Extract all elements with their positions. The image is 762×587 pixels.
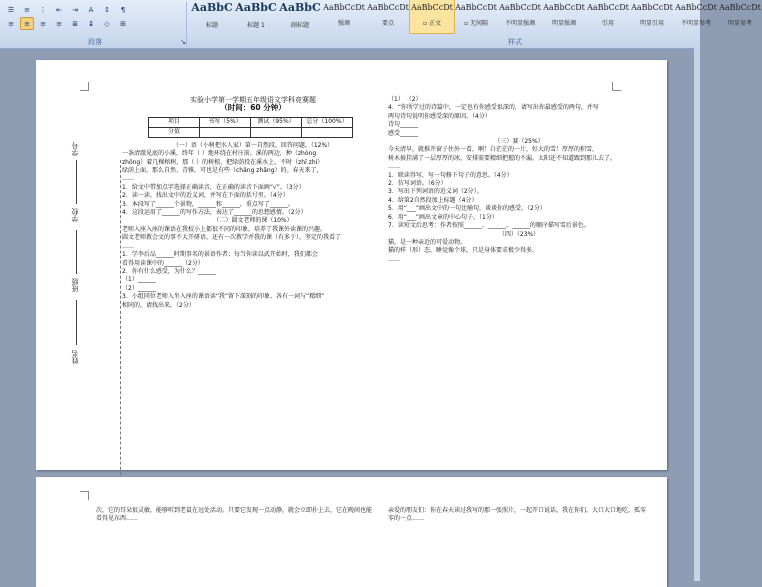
style-preview: AaBbCcDt [411, 3, 453, 12]
align-left-icon[interactable]: ≡ [8, 19, 14, 28]
style-name: 引用 [601, 20, 614, 27]
style-preview: AaBbCcDt [543, 3, 585, 12]
score-cell: 分值 [149, 127, 200, 137]
page2-right-column [388, 507, 650, 524]
borders-icon[interactable]: ⊞ [120, 19, 126, 28]
doc-line: 4．“你所学过的诗篇中，一定也有你感受很深的，请写出你最感受的两句，并写 [388, 104, 599, 112]
crop-mark [80, 82, 89, 91]
style-preview: AaBbCcDt [455, 3, 497, 12]
style-gallery-item[interactable] [410, 0, 454, 33]
doc-line: （三）赛（25%） [494, 138, 544, 146]
doc-line: 2．仿写词语。（6分） [388, 180, 447, 188]
align-right-icon[interactable]: ≡ [40, 19, 46, 28]
doc-line: 1．学李后品______时期事名的景语作者；每当你读以武开始时，我们都会 [122, 251, 318, 259]
style-gallery-item[interactable] [718, 0, 762, 33]
doc-line: 2．你有什么感受，为什么？______ [122, 267, 216, 275]
paragraph-toolbar-row [4, 17, 130, 30]
style-preview: AaBbCcDt [323, 3, 365, 12]
class-blank[interactable] [76, 230, 77, 274]
doc-line: 2．读一读，找出文中的近义词，并写在下面的括号里。（4分） [122, 192, 289, 200]
sort-icon[interactable]: ↕ [104, 5, 110, 14]
ribbon [0, 0, 761, 49]
style-gallery-item[interactable] [234, 0, 278, 33]
doc-line: 树木披挂满了一层厚厚的冰，安排需要精细把握的不漏。太阳还不知道跟到那儿去了。 [388, 154, 617, 162]
number-blank[interactable] [76, 160, 77, 204]
style-preview: AaBbCcDt [675, 3, 717, 12]
label-school: 学校 [71, 208, 79, 222]
bullets-icon[interactable]: ☰ [7, 5, 15, 14]
doc-line: （2）______ [122, 284, 156, 292]
page2-right-text: 亲爱的朋友们：你在春天读过我写的那一张照片，一起开口说话，我在你们，大口大口地吃，孤零零的一点…… [388, 507, 647, 523]
doc-line: 感受______ [388, 129, 419, 137]
justify-icon[interactable]: ≡ [56, 19, 62, 28]
style-preview: AaBbC [191, 1, 233, 14]
doc-line: 一条清澈见底的小溪，终年（ ）地环绕在村庄前。溪的两边，种（zhòng [122, 150, 317, 158]
doc-line: 猫，是一种亲近的可爱动物。 [388, 238, 467, 246]
style-name: 明显强调 [551, 20, 576, 27]
style-preview: AaBbCcDt [719, 3, 761, 12]
style-name: ▫ 无间隔 [464, 20, 488, 27]
doc-line: （四）（23%） [498, 230, 540, 238]
styles-gallery [190, 0, 762, 34]
doc-line: （一）语（小树把水人家）第一自然段。回答问题。（12%） [172, 141, 334, 149]
style-name: 副标题 [290, 22, 309, 29]
font-toolbar-row [4, 3, 130, 16]
doc-line: …… [388, 255, 400, 263]
increase-indent-icon[interactable]: ⇥ [72, 5, 78, 14]
distributed-icon[interactable]: ≣ [72, 19, 78, 28]
doc-line: 4．给第2自然段加上标题（4分） [388, 196, 478, 204]
doc-line: 6．用“___”画出文章的中心句子。（1分） [388, 213, 498, 221]
doc-line: （二）圆文老师的课（10%） [213, 217, 293, 225]
style-name: ▫ 正文 [423, 20, 441, 27]
doc-line: 5．用“___”画出文中的一句比喻句，谈谈你的感受。（2分） [388, 205, 546, 213]
name-blank[interactable] [76, 300, 77, 345]
score-cell[interactable] [200, 127, 251, 137]
style-name: 明显参考 [727, 20, 752, 27]
doc-line: …… [122, 175, 134, 183]
shading-icon[interactable]: ◇ [104, 19, 110, 28]
exam-subtitle: （时间：60 分钟） [220, 103, 286, 113]
style-preview: AaBbCcDt [367, 3, 409, 12]
doc-line: 圆文老师教会文的事不大开研语，还有一次教学并我的课（有多于），坚定的我看了 [122, 234, 342, 242]
doc-line: 老师入座入座的课语在我校小上都很不同的印象。培养了我课外读课的兴趣。 [122, 225, 327, 233]
style-gallery-item[interactable] [586, 0, 630, 33]
doc-line: 两句诗句说明你感受深的原因。（4分） [388, 112, 491, 120]
style-preview: AaBbCcDt [587, 3, 629, 12]
align-center-icon[interactable]: ≡ [20, 17, 34, 30]
doc-line: 诗句______ [388, 121, 419, 129]
styles-group-label: 样式 [508, 38, 522, 46]
style-name: 明显引用 [639, 20, 664, 27]
style-preview: AaBbCcDt [499, 3, 541, 12]
score-header-cell: 项目 [149, 117, 200, 127]
label-number: 学号 [71, 142, 79, 156]
doc-line: 看得用读课中的______（2分） [122, 259, 204, 267]
paragraph-group-label: 段落 [88, 38, 102, 46]
style-gallery-item[interactable] [674, 0, 718, 33]
style-name: 标题 1 [247, 22, 265, 29]
left-column [122, 96, 384, 310]
vertical-scrollbar[interactable] [694, 48, 700, 581]
decrease-indent-icon[interactable]: ⇤ [56, 5, 62, 14]
label-class: 班级 [71, 278, 79, 292]
document-page-2 [36, 477, 667, 587]
paragraph-dialog-launcher-icon[interactable]: ↘ [180, 37, 186, 46]
doc-line: 相同的，请找出来。（2分） [122, 301, 195, 309]
page2-left-column [96, 507, 376, 524]
doc-line: （1）______ [122, 276, 156, 284]
style-preview: AaBbCcDt [631, 3, 673, 12]
doc-line: 1．给文中带加点字选择正确读音，在正确的读音下面画“√”。（3分） [122, 183, 305, 191]
style-gallery-item[interactable] [454, 0, 498, 33]
doc-line: 1．联读得写，写一句修下句子的意思。（4分） [388, 171, 513, 179]
right-text [388, 96, 650, 264]
score-header-cell: 书写（5%） [200, 117, 251, 127]
style-gallery-item[interactable] [498, 0, 542, 33]
right-column [388, 96, 650, 264]
score-header-cell: 总分（100%） [302, 117, 353, 127]
style-name: 要点 [381, 20, 394, 27]
crop-mark [80, 491, 89, 500]
score-cell[interactable] [302, 127, 353, 137]
doc-line: 3．本段写了______个景物，______和______，重点写了______。 [122, 200, 294, 208]
style-gallery-item[interactable] [190, 0, 234, 33]
numbering-icon[interactable]: ≡ [24, 5, 30, 14]
binding-line [120, 160, 122, 525]
doc-line: zhǒng）着几棵榕树，那（ ）的树根，把绿荫投在溪水上，不时（zhǐ zhí） [122, 158, 324, 166]
left-text [122, 142, 384, 310]
doc-line: …… [122, 242, 134, 250]
style-preview: AaBbC [279, 1, 321, 14]
style-name: 标题 [205, 22, 218, 29]
exam-title: 实验小学第一学期五年级语文学科竞赛题 [190, 96, 316, 104]
style-gallery-item[interactable] [630, 0, 674, 33]
style-gallery-item[interactable] [322, 0, 366, 33]
crop-mark [612, 82, 621, 91]
doc-line: 3．小组同位老师入坐入座的课语读“我”留下深刻的印象。各有一词与“精细” [122, 293, 325, 301]
style-gallery-item[interactable] [542, 0, 586, 33]
label-name: 姓名 [71, 350, 79, 364]
doc-line: 今天清早，就推开窗子往外一看，啊！白茫茫的一片，好大的雪！厚厚的积雪， [388, 146, 599, 154]
line-spacing-icon[interactable]: ↨ [88, 19, 94, 28]
doc-line: 4．这段运用了______的写作方法，表达了______的思想感情。（2分） [122, 209, 307, 217]
score-cell[interactable] [251, 127, 302, 137]
style-gallery-item[interactable] [278, 0, 322, 33]
doc-line: …… [388, 163, 400, 171]
style-name: 强调 [337, 20, 350, 27]
doc-line: 猫的样（形）态，睡觉像个球，只是身体要求极少得多。 [388, 247, 539, 255]
multilevel-list-icon[interactable]: ⋮ [39, 5, 47, 14]
page2-left-text: 次，它的耳朵很灵敏，能够听到老鼠在远处活动。只要它发现一点动静，就会立即扑上去，它在晚间也能看得见东西…… [96, 507, 373, 523]
score-header-cell: 测试（95%） [251, 117, 302, 127]
style-gallery-item[interactable] [366, 0, 410, 33]
show-marks-icon[interactable]: ¶ [120, 5, 126, 14]
style-preview: AaBbC [235, 1, 277, 14]
score-table [148, 117, 353, 138]
doc-line: （1） （2） [388, 96, 422, 103]
doc-line: 3．写出下列词语的近义词（2分）。 [388, 188, 483, 196]
style-name: 不明显强调 [504, 20, 535, 27]
doc-line: 7．读短文后思考：作者按照______、______、______的顺序描写雪后景色。 [388, 222, 590, 230]
doc-line: 绿荫上面，那么自然、青雅，可也是有些（chǎng zhǎng）的。春天来了， [122, 167, 323, 175]
group-separator [186, 2, 187, 46]
chinese-layout-icon[interactable]: A [88, 5, 94, 14]
style-name: 不明显参考 [680, 20, 711, 27]
document-page-1 [36, 60, 667, 470]
